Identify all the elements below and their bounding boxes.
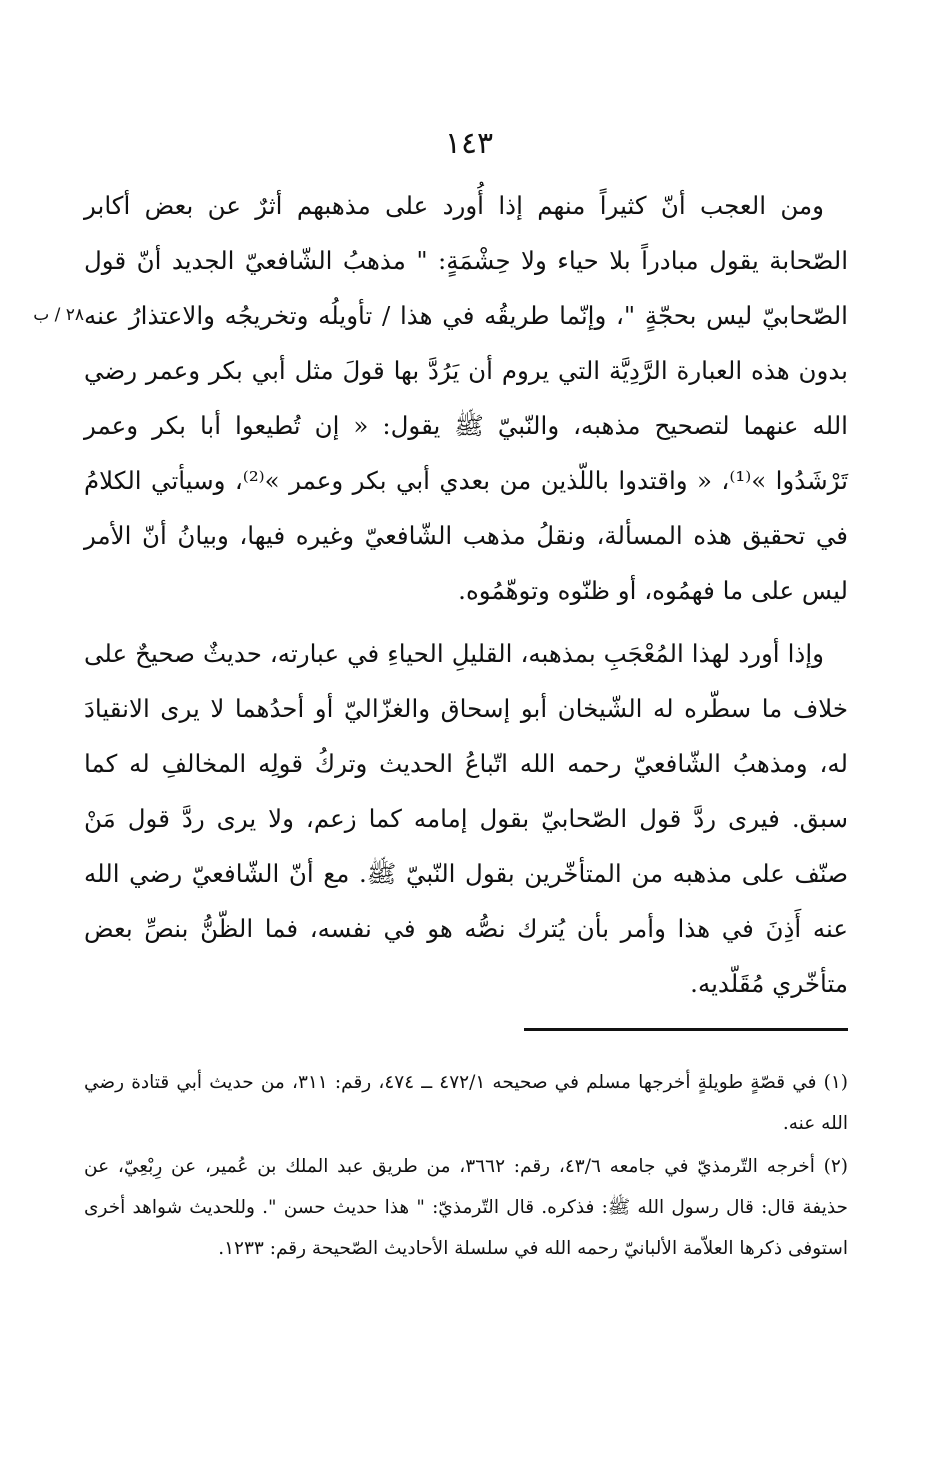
paragraph-2: وإذا أورد لهذا المُعْجَبِ بمذهبه، القليلِ الحياءِ في عبارته، حديثٌ صحيحٌ على خلاف ما سطّره له الشّيخان أبو إسحاق والغزّاليّ أو أحدُهما لا يرى الانقيادَ له، ومذهبُ الشّافعيّ رحمه الله اتّباعُ الحديث وتركُ قولِه المخالفِ له كما سبق. فيرى ردَّ قول الصّحابيّ بقول إمامه كما زعم، ولا يرى ردَّ قول مَنْ صنّف على مذهبه من المتأخّرين بقول النّبيّ ﷺ. مع أنّ الشّافعيّ رضي الله عنه أَذِنَ في هذا وأمر بأن يُترك نصُّه هو في نفسه، فما الظّنُّ بنصِّ بعض متأخّري مُقَلّديه. [84, 639, 848, 998]
footnote-separator [524, 1028, 848, 1031]
main-text [84, 178, 848, 1011]
paragraph-1: ومن العجب أنّ كثيراً منهم إذا أُورد على مذهبهم أثرٌ عن بعض أكابر الصّحابة يقول مبادراً بلا حياء ولا حِشْمَةٍ: " مذهبُ الشّافعيّ الجديد أنّ قول الصّحابيّ ليس بحجّةٍ "، وإنّما طريقُه في هذا / تأويلُه وتخريجُه والاعتذارُ عنه بدون هذه العبارة الرَّدِيَّة التي يروم أن يَرُدَّ بها قولَ مثل أبي بكر وعمر رضي الله عنهما لتصحيح مذهبه، والنّبيّ ﷺ يقول: « إن تُطيعوا أبا بكر وعمر تَرْشَدُوا »⁽¹⁾، « واقتدوا باللّذين من بعدي أبي بكر وعمر »⁽²⁾، وسيأتي الكلامُ في تحقيق هذه المسألة، ونقلُ مذهب الشّافعيّ وغيره فيها، وبيانُ أنّ الأمر ليس على ما فهمُوه، أو ظنّوه وتوهّمُوه. [84, 191, 848, 605]
footnote-2: (٢) أخرجه التّرمذيّ في جامعه ٤٣/٦، رقم: ٣٦٦٢، من طريق عبد الملك بن عُمير، عن رِبْعِيّ، عن حذيفة قال: قال رسول الله ﷺ: فذكره. قال التّرمذيّ: " هذا حديث حسن ". وللحديث شواهد أخرى استوفى ذكرها العلاّمة الألبانيّ رحمه الله في سلسلة الأحاديث الصّحيحة رقم: ١٢٣٣. [84, 1156, 848, 1259]
page-number: ١٤٣ [444, 126, 494, 161]
footnote-1: (١) في قصّةٍ طويلةٍ أخرجها مسلم في صحيحه ٤٧٢/١ ــ ٤٧٤، رقم: ٣١١، من حديث أبي قتادة رضي الله عنه. [84, 1072, 848, 1134]
manuscript-folio-note: ٢٨ / ب [33, 305, 84, 325]
footnotes [84, 1062, 848, 1269]
